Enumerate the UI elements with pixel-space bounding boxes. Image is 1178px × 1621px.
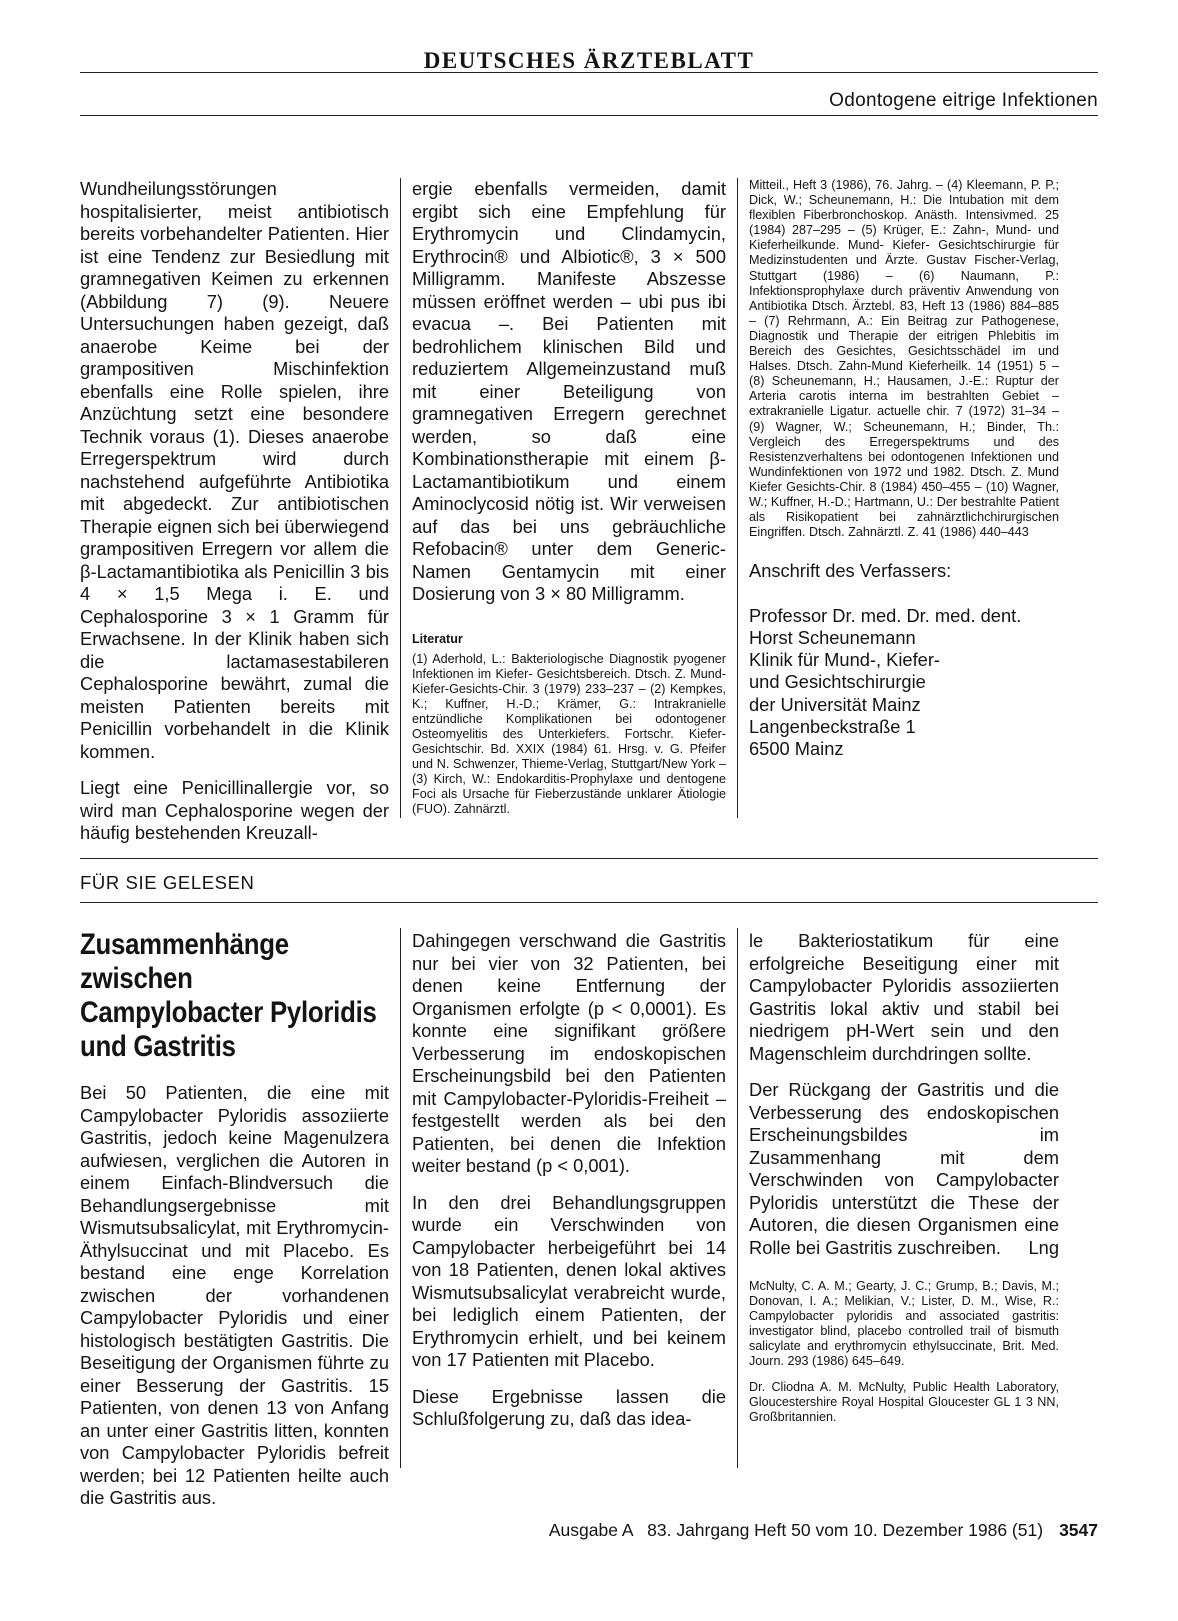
address-line: Professor Dr. med. Dr. med. dent. xyxy=(749,604,1022,626)
address-heading: Anschrift des Verfassers: xyxy=(749,560,952,582)
article1-column-1 xyxy=(80,178,389,845)
article2-col1-paragraph-1: Bei 50 Patienten, die eine mit Campylobacter Pyloridis assoziierte Gastritis, jedoch keine Magenulzera aufwiesen, verglichen die Autoren in einem Einfach-Blindversuch die Behandlungsergebnisse mit Wismutsubsalicylat, mit Erythromycin-Äthylsuccinat und mit Placebo. Es bestand eine enge Korrelation zwischen der vorhandenen Campylobacter Pyloridis und einer histologisch bestätigten Gastritis. Die Beseitigung der Organismen führte zu einer Besserung der Gastritis. 15 Patienten, von denen 13 von Anfang an unter einer Gastritis litten, konnten von Campylobacter Pyloridis befreit werden; bei 12 Patienten heilte auch die Gastritis aus. xyxy=(80,1082,389,1508)
literatur-references-part-2: Mitteil., Heft 3 (1986), 76. Jahrg. – (4) Kleemann, P. P.; Dick, W.; Scheunemann, H.: Die Intubation mit dem flexiblen Fiberbronchoskop. Anästh. Intensivmed. 25 (1984) 287–295 – (5) Krüger, E.: Zahn-, Mund- und Kieferheilkunde. Mund- Kiefer- Gesichtschirurgie für Medizinstudenten und Ärzte. Gustav Fischer-Verlag, Stuttgart (1986) – (6) Naumann, P.: Infektionsprophylaxe durch präventiv Anwendung von Antibiotika Dtsch. Ärztebl. 83, Heft 13 (1986) 884–885 – (7) Rehrmann, A.: Ein Beitrag zur Pathogenese, Diagnostik und Therapie der eitrigen Phlebitis im Bereich des Gesichtes, Gesichtsschädel im und Halses. Dtsch. Zahn-Mund Kieferheilk. 14 (1951) 5 – (8) Scheunemann, H.; Hausamen, J.-E.: Ruptur der Arteria carotis interna im bestrahlten Gebiet – extrakranielle Ligatur. actuelle chir. 7 (1972) 31–34 – (9) Wagner, W.; Scheunemann, H.; Binder, Th.: Vergleich des Erregerspektrums und des Resistenzverhaltens bei odontogenen Infektionen und Wundinfektionen von 1972 und 1982. Dtsch. Z. Mund Kiefer Gesichts-Chir. 8 (1984) 450–455 – (10) Wagner, W.; Kuffner, H.-D.; Hartmann, U.: Der bestrahlte Patient als Risikopatient bei zahnärztlichchirurgischen Eingriffen. Dtsch. Zahnärztl. Z. 41 (1986) 440–443 xyxy=(749,178,1059,540)
article2-col2-paragraph-1: Dahingegen verschwand die Gastritis nur bei vier von 32 Patienten, bei denen keine Entfernung der Organismen erfolgte (p < 0,0001). Es konnte eine signifikant größere Verbesserung im endoskopischen Erscheinungsbild bei den Patienten mit Campylobacter-Pyloridis-Freiheit – festgestellt werden als bei den Patienten, bei denen die Infektion weiter bestand (p < 0,001). xyxy=(412,930,726,1176)
address-line: und Gesichtschirurgie xyxy=(749,671,926,693)
literatur-heading: Literatur xyxy=(412,631,463,646)
headline-line: und Gastritis xyxy=(80,1030,236,1063)
address-line: Horst Scheunemann xyxy=(749,626,916,648)
article1-col1-paragraph-1: Wundheilungsstörungen hospitalisierter, meist antibiotisch bereits vorbehandelter Patienten. Hier ist eine Tendenz zur Besiedlung mit gramnegativen Keimen zu erkennen (Abbildung 7) (9). Neuere Untersuchungen haben gezeigt, daß anaerobe Keime bei der grampositiven Mischinfektion ebenfalls eine Rolle spielen, ihre Anzüchtung setzt eine besondere Technik voraus (1). Dieses anaerobe Erregerspektrum wird durch nachstehend aufgeführte Antibiotika mit abgedeckt. Zur antibiotischen Therapie eignen sich bei überwiegend grampositiven Erregern vor allem die β-Lactamantibiotika als Penicillin 3 bis 4 × 1,5 Mega i. E. und Cephalosporine 3 × 1 Gramm für Erwachsene. In der Klinik haben sich die lactamasestabileren Cephalosporine bewährt, zumal die meisten Patienten bereits mit Penicillin vorbehandelt in die Klinik kommen. xyxy=(80,178,389,762)
article2-column-2 xyxy=(412,930,726,1431)
article2-col3-paragraph-2-text: Der Rückgang der Gastritis und die Verbesserung des endoskopischen Erscheinungsbildes im Zusammenhang mit dem Verschwinden von Campylobacter Pyloridis unterstützt die These der Autoren, die diesen Organismen eine Rolle bei Gastritis zuschreiben. xyxy=(749,1079,1059,1258)
section-rule-bottom xyxy=(80,902,1098,903)
section-title: Odontogene eitrige Infektionen xyxy=(829,90,1098,111)
article2-headline xyxy=(80,928,388,1064)
article1-column-3 xyxy=(749,178,1059,761)
article1-col2-paragraph-1: ergie ebenfalls vermeiden, damit ergibt sich eine Empfehlung für Erythromycin und Clindamycin, Erythrocin® und Albiotic®, 3 × 500 Milligramm. Manifeste Abszesse müssen eröffnet werden – ubi pus ibi evacua –. Bei Patienten mit bedrohlichem klinischen Bild und reduziertem Allgemeinzustand muß mit einer Beteiligung von gramnegativen Erregern gerechnet werden, so daß eine Kombinationstherapie mit einem β-Lactamantibiotikum und einem Aminoclycosid nötig ist. Wir verweisen auf das bei uns gebräuchliche Refobacin® unter dem Generic-Namen Gentamycin mit einer Dosierung von 3 × 80 Milligramm. xyxy=(412,178,726,604)
address-line: der Universität Mainz xyxy=(749,693,921,715)
author-tag: Lng xyxy=(1028,1236,1059,1258)
header-rule-top xyxy=(80,72,1098,73)
article2-col2-paragraph-2: In den drei Behandlungsgruppen wurde ein Verschwinden von Campylobacter herbeigeführt bei 14 von 18 Patienten, denen lokal aktives Wismutsubsalicylat verabreicht wurde, bei lediglich einem Patienten, der Erythromycin erhielt, und bei keinem von 17 Patienten mit Placebo. xyxy=(412,1191,726,1370)
article2-reference: McNulty, C. A. M.; Gearty, J. C.; Grump, B.; Davis, M.; Donovan, I. A.; Melikian, V.; Lister, D. M., Wise, R.: Campylobacter pyloridis and associated gastritis: investigator blind, placebo controlled trail of bismuth salicylate and erythromycin ethylsuccinate, Brit. Med. Journ. 293 (1986) 645–649. xyxy=(749,1279,1059,1369)
article2-column-1 xyxy=(80,928,389,1510)
address-line: Langenbeckstraße 1 xyxy=(749,716,916,738)
header-rule-bottom xyxy=(80,115,1098,116)
section-label: FÜR SIE GELESEN xyxy=(80,872,255,893)
article2-col3-paragraph-2 xyxy=(749,1079,1059,1259)
literatur-references-part-1: (1) Aderhold, L.: Bakteriologische Diagnostik pyogener Infektionen im Kiefer- Gesichtsbereich. Dtsch. Z. Mund-Kiefer-Gesichts-Chir. 3 (1979) 233–237 – (2) Kempkes, K.; Kuffner, H.-D.; Krämer, G.: Intrakranielle entzündliche Komplikationen bei odontogener Osteomyelitis des Unterkiefers. Fortschr. Kiefer-Gesichtschir. Bd. XXIX (1984) 61. Hrsg. v. G. Pfeifer und N. Schwenzer, Thieme-Verlag, Stuttgart/New York – (3) Kirch, W.: Endokarditis-Prophylaxe und dentogene Foci als Ursache für Fieberzustände unklarer Ätiologie (FUO). Zahnärztl. xyxy=(412,651,726,817)
column-divider xyxy=(400,178,401,818)
article2-col3-paragraph-1: le Bakteriostatikum für eine erfolgreiche Beseitigung einer mit Campylobacter Pyloridis assoziierten Gastritis lokal aktiv und stabil bei niedrigem pH-Wert sein und den Magenschleim durchdringen sollte. xyxy=(749,930,1059,1064)
author-address xyxy=(749,560,1059,760)
column-divider xyxy=(400,928,401,1468)
page-number: 3547 xyxy=(1059,1520,1098,1540)
edition-info: Ausgabe A 83. Jahrgang Heft 50 vom 10. Dezember 1986 (51) xyxy=(548,1520,1044,1540)
article1-col1-paragraph-2: Liegt eine Penicillinallergie vor, so wird man Cephalosporine wegen der häufig bestehenden Kreuzall- xyxy=(80,777,389,843)
address-line: 6500 Mainz xyxy=(749,738,844,760)
column-divider xyxy=(737,178,738,818)
masthead: DEUTSCHES ÄRZTEBLATT xyxy=(423,48,755,73)
article1-column-2 xyxy=(412,178,726,818)
article2-column-3 xyxy=(749,930,1059,1425)
headline-line: Zusammenhänge zwischen xyxy=(80,928,289,995)
page-footer xyxy=(0,1520,1098,1541)
section-rule-top xyxy=(80,858,1098,859)
article2-col2-paragraph-3: Diese Ergebnisse lassen die Schlußfolgerung zu, daß das idea- xyxy=(412,1385,726,1429)
column-divider xyxy=(737,928,738,1468)
address-line: Klinik für Mund-, Kiefer- xyxy=(749,649,940,671)
headline-line: Campylobacter Pyloridis xyxy=(80,996,377,1029)
article2-author-address: Dr. Cliodna A. M. McNulty, Public Health Laboratory, Gloucestershire Royal Hospital Gloucester GL 1 3 NN, Großbritannien. xyxy=(749,1379,1059,1424)
